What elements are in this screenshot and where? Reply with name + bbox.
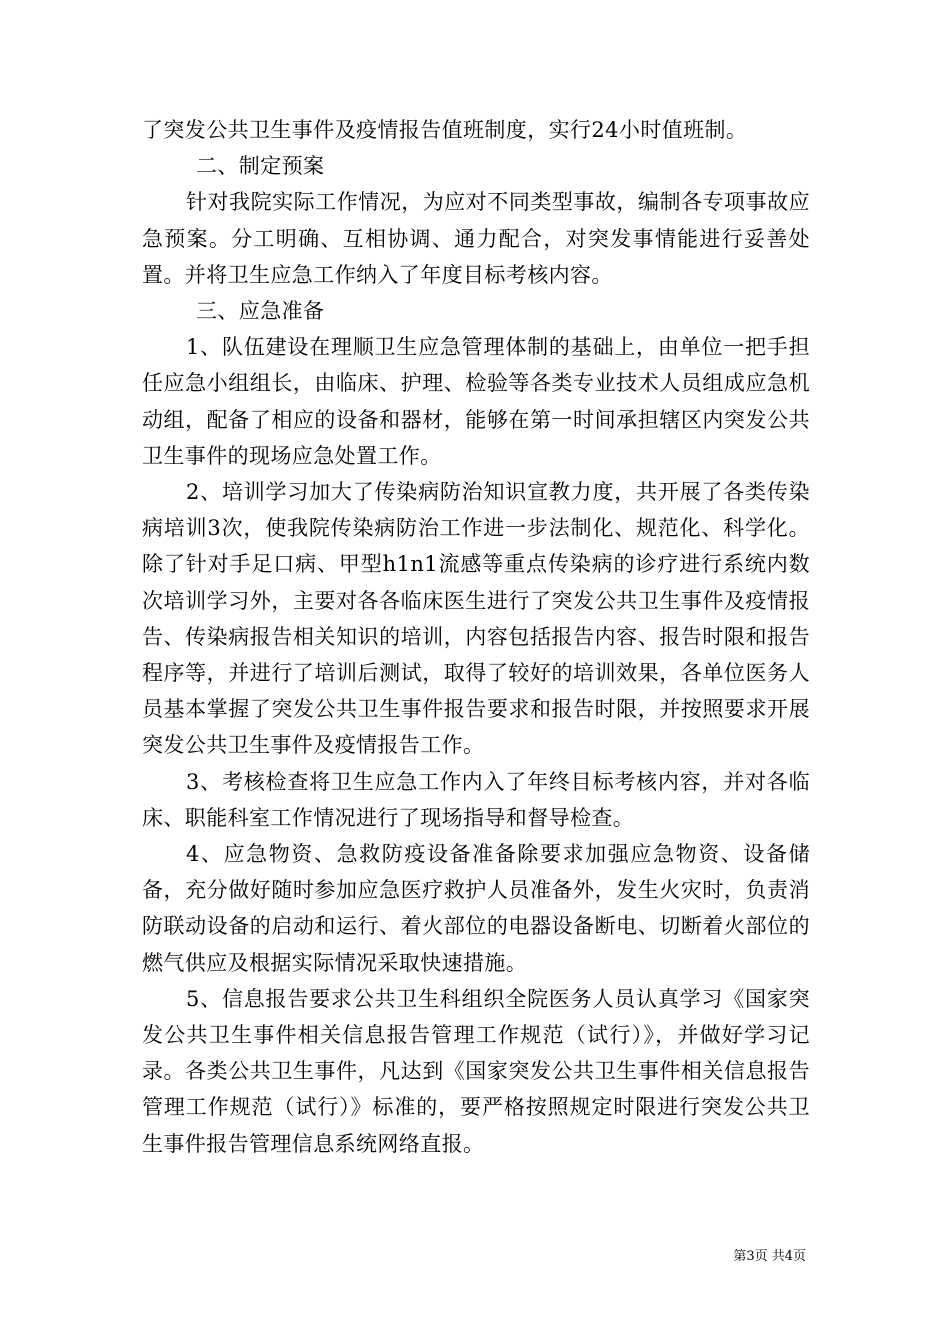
section-heading-2: 二、制定预案 (196, 154, 325, 179)
paragraph-continuation: 了突发公共卫生事件及疫情报告值班制度，实行24小时值班制。 (142, 118, 748, 142)
document-body (142, 112, 810, 1162)
paragraph-plan: 针对我院实际工作情况，为应对不同类型事故，编制各专项事故应急预案。分工明确、互相协调、通力配合，对突发事情能进行妥善处置。并将卫生应急工作纳入了年度目标考核内容。 (142, 190, 810, 287)
paragraph-assessment: 3、考核检查将卫生应急工作内入了年终目标考核内容，并对各临床、职能科室工作情况进行了现场指导和督导检查。 (142, 769, 810, 830)
paragraph-training: 2、培训学习加大了传染病防治知识宣教力度，共开展了各类传染病培训3次，使我院传染病防治工作进一步法制化、规范化、科学化。除了针对手足口病、甲型h1n1流感等重点传染病的诊疗进行系统内数次培训学习外，主要对各各临床医生进行了突发公共卫生事件及疫情报告、传染病报告相关知识的培训，内容包括报告内容、报告时限和报告程序等，并进行了培训后测试，取得了较好的培训效果，各单位医务人员基本掌握了突发公共卫生事件报告要求和报告时限，并按照要求开展突发公共卫生事件及疫情报告工作。 (142, 480, 810, 758)
section-heading-3: 三、应急准备 (196, 299, 325, 324)
paragraph-reporting: 5、信息报告要求公共卫生科组织全院医务人员认真学习《国家突发公共卫生事件相关信息报告管理工作规范（试行）》，并做好学习记录。各类公共卫生事件，凡达到《国家突发公共卫生事件相关信息报告管理工作规范（试行）》标准的，要严格按照规定时限进行突发公共卫生事件报告管理信息系统网络直报。 (142, 986, 810, 1156)
paragraph-supplies: 4、应急物资、急救防疫设备准备除要求加强应急物资、设备储备，充分做好随时参加应急医疗救护人员准备外，发生火灾时，负责消防联动设备的启动和运行、着火部位的电器设备断电、切断着火部位的燃气供应及根据实际情况采取快速措施。 (142, 842, 810, 975)
paragraph-team-building: 1、队伍建设在理顺卫生应急管理体制的基础上，由单位一把手担任应急小组组长，由临床、护理、检验等各类专业技术人员组成应急机动组，配备了相应的设备和器材，能够在第一时间承担辖区内突发公共卫生事件的现场应急处置工作。 (142, 335, 810, 468)
page-number: 第3页 共4页 (733, 1249, 806, 1264)
